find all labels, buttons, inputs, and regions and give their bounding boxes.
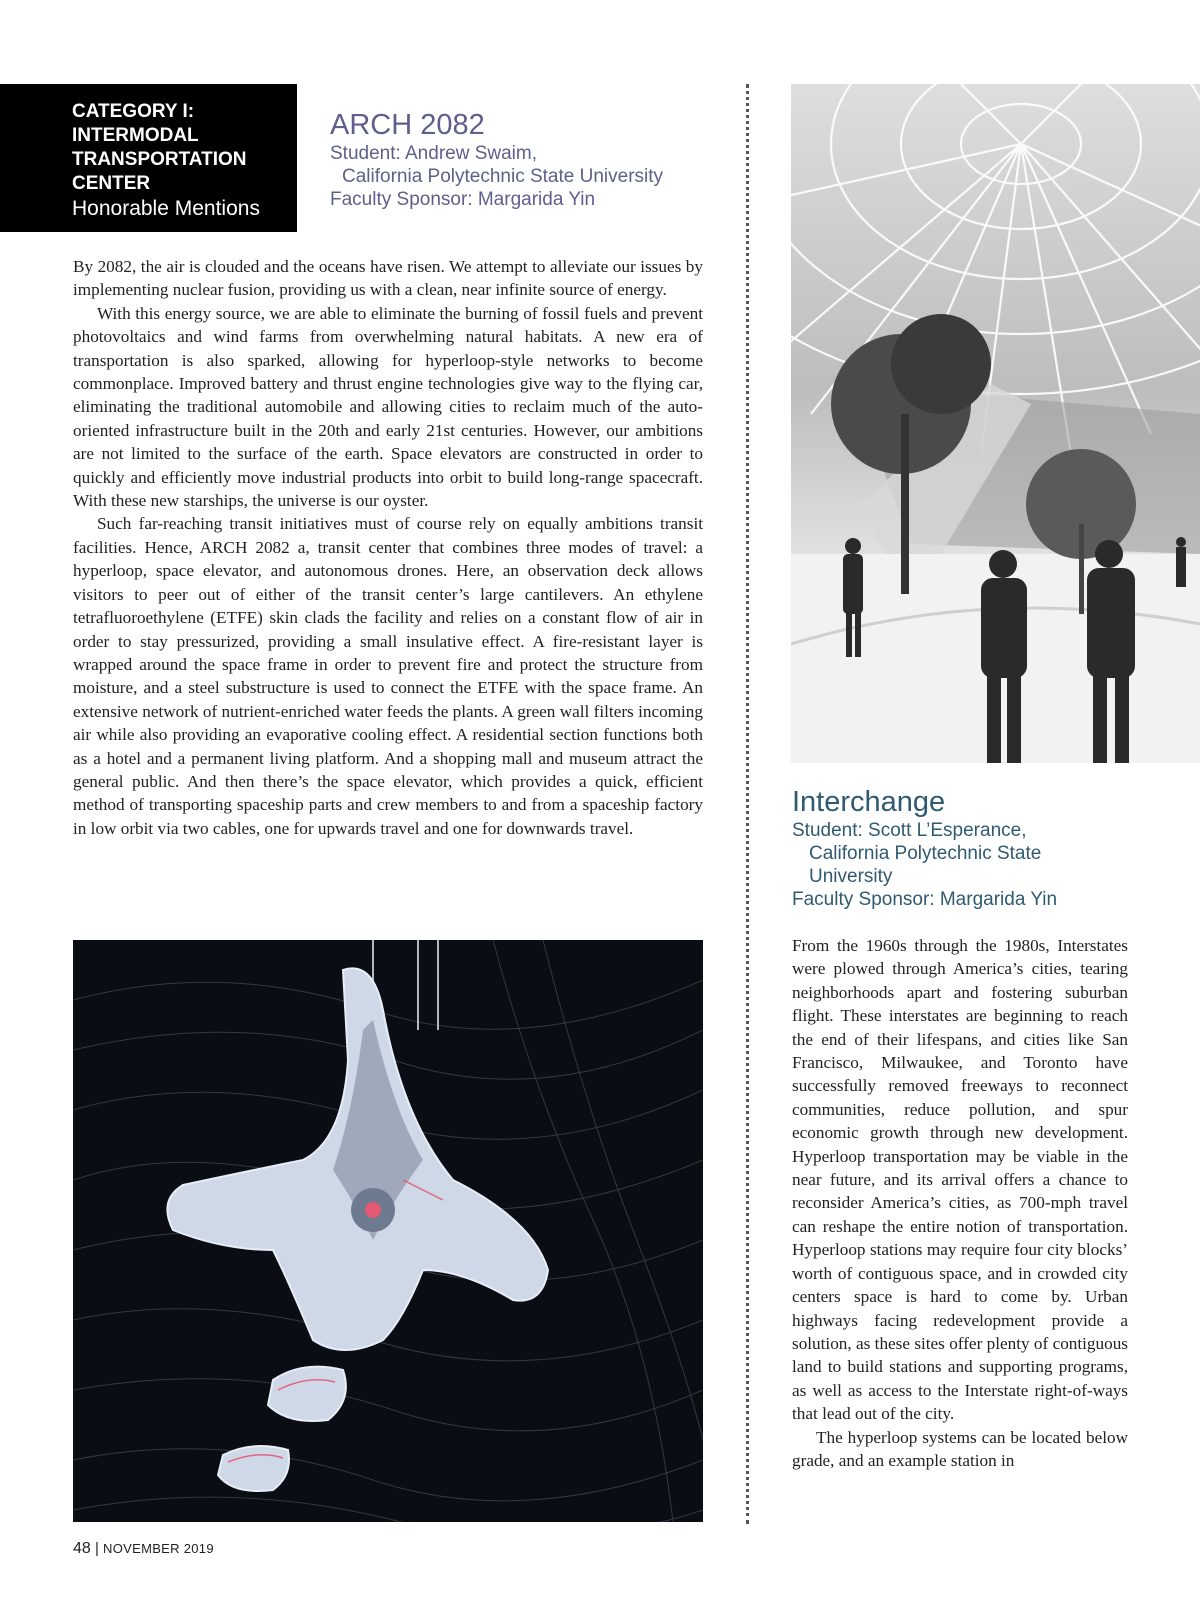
project2-student: Student: Scott L’Esperance, <box>792 820 1027 841</box>
project2-sponsor: Faculty Sponsor: Margarida Yin <box>792 889 1058 910</box>
category-line-1: CATEGORY I: <box>72 101 195 122</box>
project2-school-line2: University <box>809 866 893 887</box>
category-line-3: TRANSPORTATION <box>72 149 247 170</box>
footer-separator: | <box>90 1540 104 1557</box>
category-box <box>0 84 297 232</box>
interchange-rendering-image <box>791 84 1200 763</box>
category-subtitle: Honorable Mentions <box>72 197 260 220</box>
project2-paragraph: The hyperloop systems can be located below grade, and an example station in <box>792 1427 1128 1470</box>
category-line-2: INTERMODAL <box>72 125 199 146</box>
arch2082-rendering-image <box>73 940 703 1522</box>
column-divider <box>746 84 749 1524</box>
project2-school-line1: California Polytechnic State <box>809 843 1042 864</box>
dome-illustration <box>791 84 1200 763</box>
project1-paragraph: With this energy source, we are able to eliminate the burning of fossil fuels and prevent photovoltaics and wind farms from overwhelming natural habitats. A new era of transportation is also sparked, allowing for hyperloop-style networks to become commonplace. Improved battery and thrust engine technologies give way to the flying car, eliminating the traditional automobile and allowing cities to reclaim much of the auto-oriented infrastructure built in the 20th and early 21st centuries. However, our ambitions are not limited to the surface of the earth. Space elevators are constructed in order to quickly and efficiently move industrial products into orbit to build long-range spacecraft. With these new starships, the universe is our oyster. <box>73 303 703 511</box>
project1-header <box>330 108 663 211</box>
category-line-4: CENTER <box>72 173 151 194</box>
page-footer <box>73 1540 214 1558</box>
project1-student: Student: Andrew Swaim, <box>330 143 537 164</box>
project2-body <box>792 934 1128 1472</box>
project2-paragraph: From the 1960s through the 1980s, Interstates were plowed through America’s cities, tearing neighborhoods apart and fostering suburban flight. These interstates are beginning to reach the end of their lifespans, and cities like San Francisco, Milwaukee, and Toronto have successfully removed freeways to reconnect communities, reduce pollution, and spur economic growth through new development. Hyperloop transportation may be viable in the near future, and its arrival offers a chance to reconsider America’s cities, as 700-mph travel can reshape the entire notion of transportation. Hyperloop stations may require four city blocks’ worth of contiguous space, and in crowded city centers space is hard to come by. Urban highways facing redevelopment provide a solution, as these sites offer plenty of contiguous land to build stations and supporting programs, as well as access to the Interstate right-of-ways that lead out of the city. <box>792 936 1128 1424</box>
project2-header <box>792 786 1057 911</box>
page-number: 48 <box>73 1540 91 1557</box>
project1-paragraph: By 2082, the air is clouded and the oceans have risen. We attempt to alleviate our issues by implementing nuclear fusion, providing us with a clean, near infinite source of energy. <box>73 257 703 300</box>
project2-title: Interchange <box>792 786 946 818</box>
project1-school: California Polytechnic State University <box>342 166 664 187</box>
project1-sponsor: Faculty Sponsor: Margarida Yin <box>330 189 596 210</box>
project1-body <box>73 255 703 840</box>
project1-title: ARCH 2082 <box>330 109 485 141</box>
transit-center-illustration <box>73 940 703 1522</box>
issue-date: NOVEMBER 2019 <box>103 1541 214 1556</box>
project1-paragraph: Such far-reaching transit initiatives must of course rely on equally ambitions transit facilities. Hence, ARCH 2082 a, transit center that combines three modes of travel: a hyperloop, space elevator, and autonomous drones. Here, an observation deck allows visitors to peer out of either of the transit center’s large cantilevers. An ethylene tetrafluoroethylene (ETFE) skin clads the facility and relies on a constant flow of air in order to stay pressurized, providing a small insulative effect. A fire-resistant layer is wrapped around the space frame in order to prevent fire and protect the structure from moisture, and a steel substructure is used to connect the ETFE with the space frame. An extensive network of nutrient-enriched water feeds the plants. A green wall filters incoming air while also providing an evaporative cooling effect. A residential section functions both as a hotel and a permanent living platform. And a shopping mall and museum attract the general public. And then there’s the space elevator, which provides a quick, efficient method of transporting spaceship parts and crew members to and from a spaceship factory in low orbit via two cables, one for upwards travel and one for downwards travel. <box>73 514 703 838</box>
